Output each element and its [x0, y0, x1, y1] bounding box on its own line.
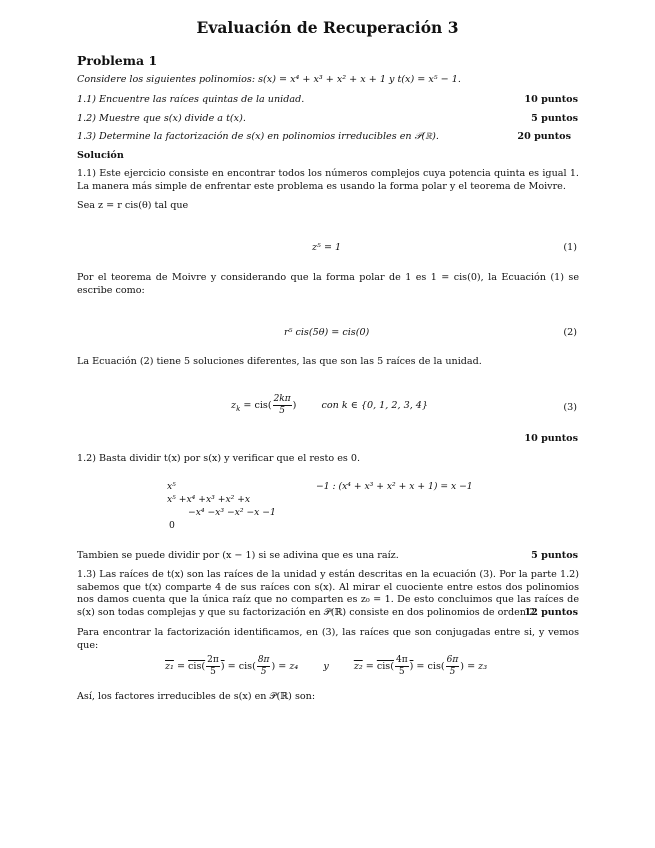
eq4-a-num2: 8π: [257, 655, 270, 665]
eq4-b-cis2: cis(: [427, 661, 445, 672]
eq4-a-den1: 5: [210, 667, 216, 677]
eq4-b-cis1: cis(: [376, 661, 394, 672]
eq4-z1-bar: z₁: [165, 661, 174, 672]
equation-4: z₁ = cis( $\frac{2\pi}{5}$ ) = cis( $\frac{8\pi}{5}$ ) = z₄ y z₂ = cis( $\frac{4\pi}{5}$ ) = cis( $\frac{6\pi}{5}$ ) = z₃: [165, 655, 488, 677]
problem-statement: Considere los siguientes polinomios: s(x) = x⁴ + x³ + x² + x + 1 y t(x) = x⁵ − 1.: [77, 74, 461, 85]
division-row-4: 0: [169, 520, 175, 531]
division-row-1b: −1 : (x⁴ + x³ + x² + x + 1) = x −1: [316, 481, 473, 492]
paragraph-1-3: 1.3) Las raíces de t(x) son las raíces de la unidad y están descritas en la ecuación (3). Por la parte 1.2) sabemos que t(x) comparte 4 de sus raíces con s(x). Al mirar el cuociente entre estos dos polinomios nos damos cuenta que la única raíz que no comparten es z₀ = 1. De esto concluimos que las raíces de s(x) son todas complejas y que su factorización en 𝒫(ℝ) consiste en dos polinomios de orden 2.: [77, 569, 579, 618]
eq4-z4: z₄: [289, 661, 299, 672]
eq3-close: ): [292, 400, 297, 411]
eq3-eq: = cis(: [240, 400, 272, 411]
equation-2-number: (2): [563, 327, 577, 338]
paragraph-alt-division: Tambien se puede dividir por (x − 1) si se adivina que es una raíz.: [77, 550, 399, 561]
eq4-a-cis1: cis(: [188, 661, 206, 672]
eq4-b-num1: 4π: [395, 655, 408, 665]
eq4-z3: z₃: [478, 661, 488, 672]
eq3-den: 5: [279, 406, 285, 416]
paragraph-five-solutions: La Ecuación (2) tiene 5 soluciones diferentes, las que son las 5 raíces de la unidad.: [77, 356, 482, 367]
eq4-b-den2: 5: [449, 667, 456, 677]
question-1-text: 1.1) Encuentre las raíces quintas de la unidad.: [77, 94, 305, 105]
eq4-and: y: [323, 661, 329, 672]
equation-2: r⁵ cis(5θ) = cis(0): [284, 327, 370, 338]
page-title: Evaluación de Recuperación 3: [196, 18, 459, 37]
eq4-a-num1: 2π: [207, 655, 219, 665]
question-3-text: 1.3) Determine la factorización de s(x) en polinomios irreducibles en 𝒫(ℝ).: [77, 131, 439, 142]
question-2-points: 5 puntos: [531, 113, 578, 124]
equation-1: z⁵ = 1: [312, 242, 342, 253]
division-row-2: x⁵ +x⁴ +x³ +x² +x: [167, 494, 251, 505]
equation-3: [231, 394, 428, 417]
question-3-points: 20 puntos: [517, 131, 571, 142]
solution-heading: Solución: [77, 150, 124, 161]
question-1-points: 10 puntos: [524, 94, 578, 105]
eq4-b-cis1-group: cis( $\frac{4\pi}{5}$ ): [376, 655, 414, 677]
division-row-3: −x⁴ −x³ −x² −x −1: [188, 507, 276, 518]
paragraph-conjugates: Para encontrar la factorización identificamos, en (3), las raíces que son conjugadas entre si, y vemos que:: [77, 627, 579, 651]
equation-1-number: (1): [563, 242, 577, 253]
paragraph-irreducible-factors: Así, los factores irreducibles de s(x) en 𝒫(ℝ) son:: [77, 691, 316, 702]
eq3-sub: k: [236, 404, 241, 413]
points-part-3: 12 puntos: [524, 607, 578, 618]
paragraph-1-1: 1.1) Este ejercicio consiste en encontrar todos los números complejos cuya potencia quinta es igual 1. La manera más simple de enfrentar este problema es usando la forma polar y el teorema de Moivre.: [77, 168, 579, 192]
division-row-1a: x⁵: [167, 481, 176, 492]
question-2-text: 1.2) Muestre que s(x) divide a t(x).: [77, 113, 246, 124]
paragraph-let-z: Sea z = r cis(θ) tal que: [77, 200, 189, 211]
eq4-a-cis2: cis(: [238, 661, 256, 672]
equation-3-number: (3): [563, 402, 577, 413]
eq3-condition: con k ∈ {0, 1, 2, 3, 4}: [321, 400, 428, 411]
paragraph-moivre: Por el teorema de Moivre y considerando que la forma polar de 1 es 1 = cis(0), la Ecuación (1) se escribe como:: [77, 272, 579, 296]
eq3-num: 2kπ: [273, 394, 291, 404]
eq4-a-cis1-group: cis( $\frac{2\pi}{5}$ ): [188, 655, 225, 677]
problem-heading: Problema 1: [77, 53, 158, 68]
eq4-a-den2: 5: [260, 667, 267, 677]
eq4-z2-bar: z₂: [353, 661, 363, 672]
points-part-1: 10 puntos: [524, 433, 578, 444]
eq4-b-num2: 6π: [446, 655, 459, 665]
paragraph-1-2: 1.2) Basta dividir t(x) por s(x) y verificar que el resto es 0.: [77, 453, 360, 464]
points-part-2: 5 puntos: [531, 550, 578, 561]
eq4-b-den1: 5: [398, 667, 405, 677]
eq3-lhs: z: [231, 400, 237, 411]
